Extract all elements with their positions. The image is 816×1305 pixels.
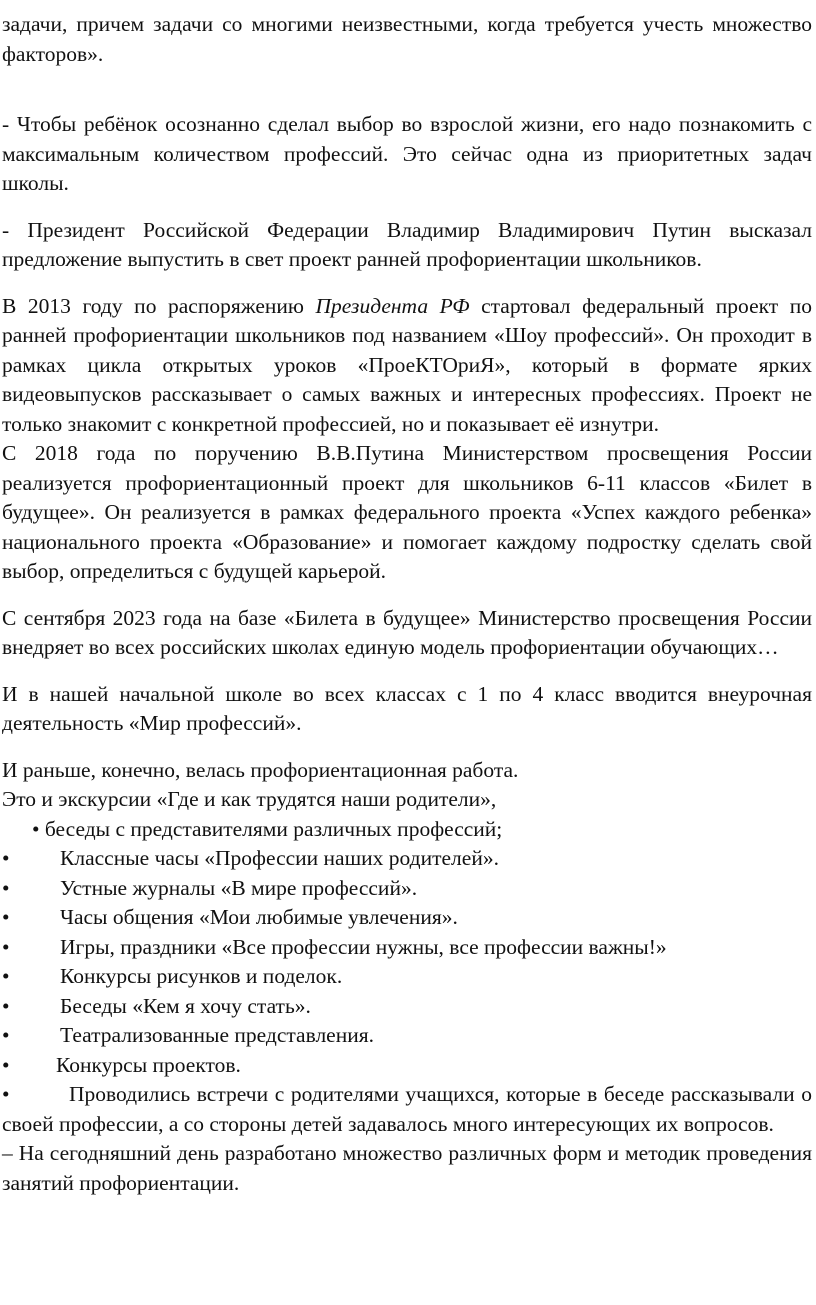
paragraph-intro: задачи, причем задачи со многими неизвестными, когда требуется учесть множество факторов». bbox=[2, 12, 812, 66]
paragraph-president: - Президент Российской Федерации Владимир Владимирович Путин высказал предложение выпустить в свет проект ранней профориентации школьников. bbox=[2, 217, 812, 271]
paragraph-meetings-text: Проводились встречи с родителями учащихся, которые в беседе рассказывали о своей профессии, а со стороны детей задавалось много интересующих их вопросов. bbox=[2, 1082, 812, 1136]
paragraph-2013-rest: стартовал федеральный проект по ранней профориентации школьников под названием «Шоу профессий». Он проходит в рамках цикла открытых уроков «ПроеКТОриЯ», который в формате ярких видеовыпусков рассказывает о самых важных и интересных профессиях. Проект не только знакомит с конкретной профессией, но и показывает её изнутри. bbox=[2, 293, 813, 436]
bullet-symbol: • bbox=[2, 1082, 10, 1106]
bullet-symbol: • bbox=[2, 993, 10, 1018]
bullet-symbol: • bbox=[2, 964, 10, 988]
first-bullet-item: • беседы с представителями различных профессий; bbox=[32, 816, 503, 841]
paragraph-child-choice: - Чтобы ребёнок осознанно сделал выбор во взрослой жизни, его надо познакомить с максимальным количеством профессий. Это сейчас одна из приоритетных задач школы. bbox=[2, 112, 812, 195]
list-item-text: Конкурсы проектов. bbox=[56, 1052, 241, 1077]
bullet-symbol: • bbox=[2, 934, 10, 959]
paragraph-today: – На сегодняшний день разработано множество различных форм и методик проведения занятий профориентации. bbox=[2, 1141, 812, 1195]
paragraph-2023: С сентября 2023 года на базе «Билета в будущее» Министерство просвещения России внедряет во всех российских школах единую модель профориентации обучающих… bbox=[2, 605, 812, 659]
paragraph-2018: С 2018 года по поручению В.В.Путина Министерством просвещения России реализуется профориентационный проект для школьников 6-11 классов «Билет в будущее». Он реализуется в рамках федерального проекта «Успех каждого ребенка» национального проекта «Образование» и помогает каждому подростку сделать свой выбор, определиться с будущей карьерой. bbox=[2, 441, 812, 583]
list-item bbox=[2, 844, 812, 874]
list-item bbox=[2, 874, 812, 904]
list-item-text: Классные часы «Профессии наших родителей». bbox=[60, 846, 499, 870]
paragraph-2013 bbox=[2, 292, 812, 440]
list-item-text: Часы общения «Мои любимые увлечения». bbox=[60, 905, 458, 929]
list-item bbox=[2, 962, 812, 992]
bullet-symbol: • bbox=[2, 1023, 10, 1047]
activities-list bbox=[2, 844, 812, 1080]
bullet-symbol: • bbox=[2, 1052, 10, 1077]
paragraph-2013-start: В 2013 году по распоряжению bbox=[2, 293, 316, 318]
list-item-text: Беседы «Кем я хочу стать». bbox=[60, 993, 311, 1018]
list-item bbox=[2, 933, 812, 963]
list-item bbox=[2, 1051, 812, 1081]
paragraph-excursions: Это и экскурсии «Где и как трудятся наши родители», bbox=[2, 787, 497, 811]
list-item-text: Театрализованные представления. bbox=[60, 1023, 374, 1047]
paragraph-school: И в нашей начальной школе во всех классах с 1 по 4 класс вводится внеурочная деятельность «Мир профессий». bbox=[2, 681, 812, 735]
list-item-text: Устные журналы «В мире профессий». bbox=[60, 875, 418, 900]
bullet-symbol: • bbox=[2, 875, 10, 900]
bullet-symbol: • bbox=[2, 846, 10, 870]
list-item bbox=[2, 992, 812, 1022]
paragraph-2013-emphasis: Президента РФ bbox=[315, 293, 470, 318]
paragraph-meetings bbox=[2, 1080, 812, 1139]
bullet-symbol: • bbox=[2, 905, 10, 929]
list-item-text: Конкурсы рисунков и поделок. bbox=[60, 964, 343, 988]
paragraph-before: И раньше, конечно, велась профориентационная работа. bbox=[2, 757, 519, 782]
list-item bbox=[2, 1021, 812, 1051]
list-item bbox=[2, 903, 812, 933]
list-item-text: Игры, праздники «Все профессии нужны, все профессии важны!» bbox=[60, 934, 667, 959]
